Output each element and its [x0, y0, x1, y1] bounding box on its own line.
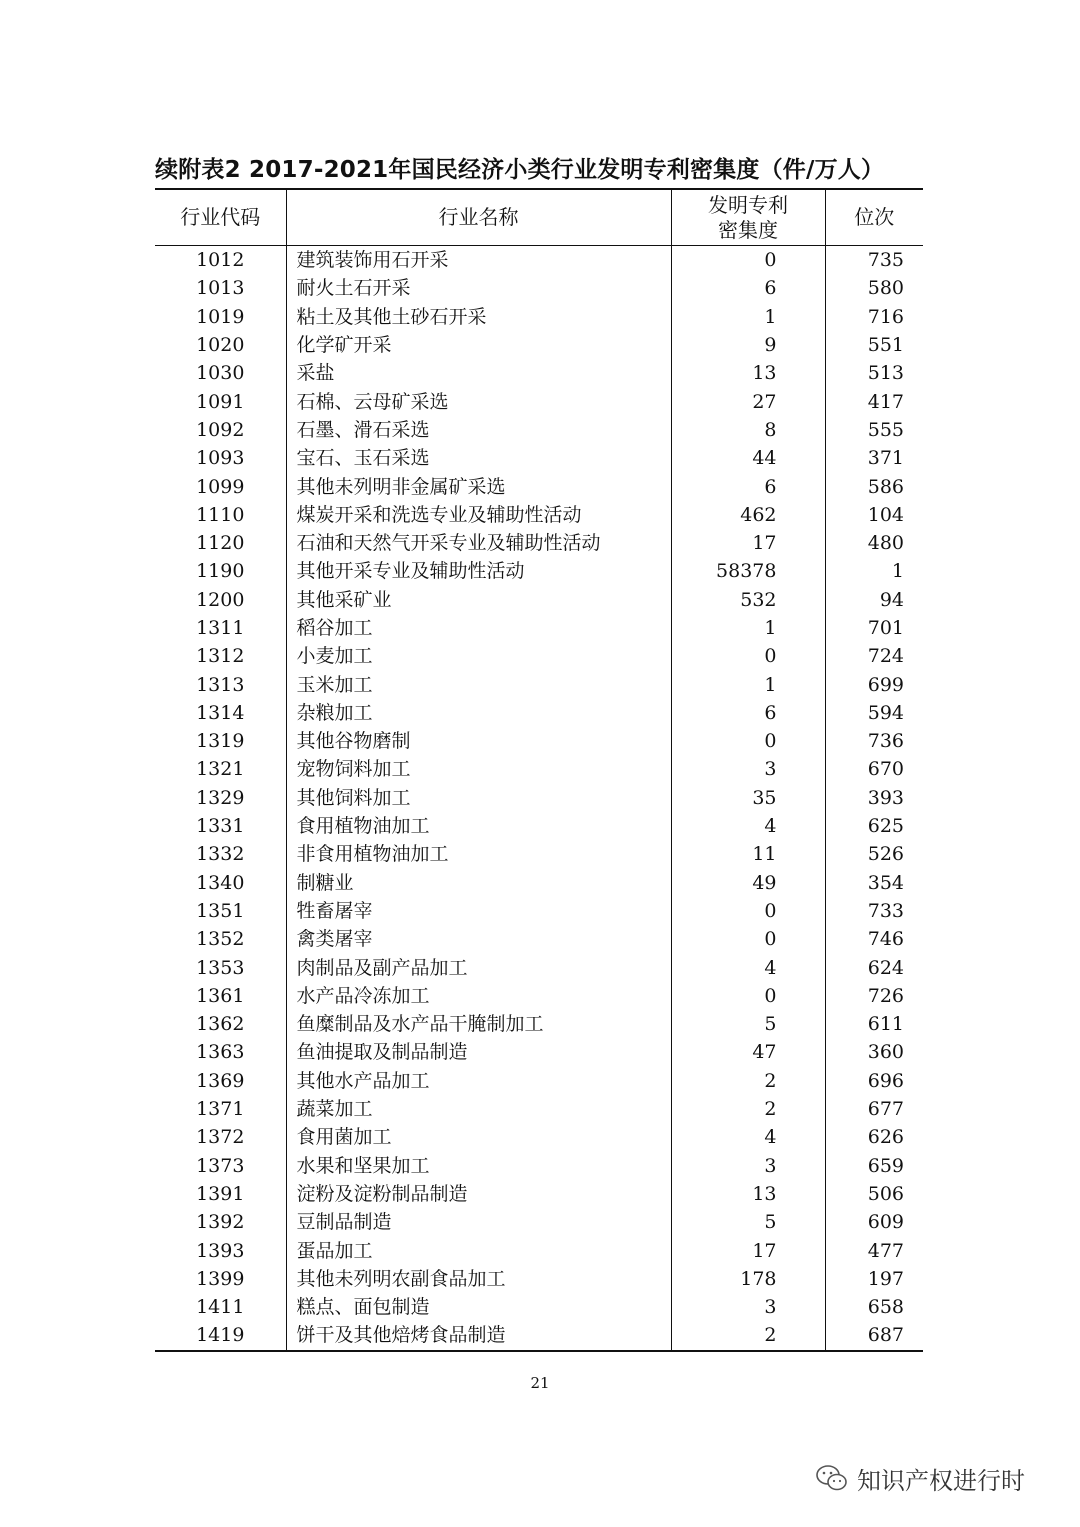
- cell-rank: 371: [825, 444, 923, 472]
- cell-name: 采盐: [286, 359, 671, 387]
- cell-density: 6: [671, 472, 825, 500]
- cell-rank: 626: [825, 1123, 923, 1151]
- cell-density: 5: [671, 1010, 825, 1038]
- cell-rank: 526: [825, 840, 923, 868]
- table-row: [155, 727, 923, 755]
- cell-code: 1313: [196, 673, 245, 696]
- cell-code: 1399: [196, 1267, 245, 1290]
- table-row: [155, 387, 923, 415]
- cell-code: 1093: [196, 447, 245, 470]
- cell-code: 1321: [196, 758, 245, 781]
- cell-code: 1013: [196, 277, 245, 300]
- table-row: [155, 444, 923, 472]
- cell-name: 石油和天然气开采专业及辅助性活动: [286, 529, 671, 557]
- cell-density: 178: [671, 1265, 825, 1293]
- table-row: [155, 472, 923, 500]
- cell-rank: 658: [825, 1293, 923, 1321]
- cell-rank: 393: [825, 784, 923, 812]
- table-row: [155, 1236, 923, 1264]
- table-row: [155, 670, 923, 698]
- cell-code: 1352: [196, 928, 245, 951]
- cell-rank: 513: [825, 359, 923, 387]
- cell-rank: 480: [825, 529, 923, 557]
- cell-name: 糕点、面包制造: [286, 1293, 671, 1321]
- cell-rank: 477: [825, 1236, 923, 1264]
- cell-code: 1393: [196, 1239, 245, 1262]
- cell-code: 1030: [196, 362, 245, 385]
- header-density: [671, 190, 825, 246]
- cell-density: 4: [671, 812, 825, 840]
- table-row: [155, 1208, 923, 1236]
- cell-density: 2: [671, 1321, 825, 1349]
- cell-rank: 716: [825, 303, 923, 331]
- cell-rank: 736: [825, 727, 923, 755]
- cell-name: 鱼糜制品及水产品干腌制加工: [286, 1010, 671, 1038]
- cell-rank: 746: [825, 925, 923, 953]
- header-name: 行业名称: [286, 190, 671, 246]
- cell-name: 肉制品及副产品加工: [286, 953, 671, 981]
- cell-density: 0: [671, 982, 825, 1010]
- cell-rank: 609: [825, 1208, 923, 1236]
- wechat-icon: [815, 1463, 849, 1493]
- cell-density: 13: [671, 359, 825, 387]
- watermark: [815, 1458, 1025, 1498]
- cell-density: 532: [671, 586, 825, 614]
- cell-density: 27: [671, 387, 825, 415]
- page-number: 21: [530, 1374, 550, 1392]
- cell-name: 耐火土石开采: [286, 274, 671, 302]
- cell-density: 44: [671, 444, 825, 472]
- table-row: [155, 642, 923, 670]
- cell-name: 蛋品加工: [286, 1236, 671, 1264]
- cell-density: 4: [671, 953, 825, 981]
- cell-name: 建筑装饰用石开采: [286, 246, 671, 275]
- cell-name: 禽类屠宰: [286, 925, 671, 953]
- cell-code: 1332: [196, 843, 245, 866]
- cell-code: 1363: [196, 1041, 245, 1064]
- cell-name: 杂粮加工: [286, 699, 671, 727]
- table-row: [155, 246, 923, 275]
- table-row: [155, 1321, 923, 1349]
- table-row: [155, 529, 923, 557]
- table-row: [155, 331, 923, 359]
- cell-code: 1110: [196, 503, 245, 526]
- table-row: [155, 812, 923, 840]
- cell-rank: 677: [825, 1095, 923, 1123]
- cell-code: 1319: [196, 730, 245, 753]
- table-row: [155, 416, 923, 444]
- table-row: [155, 1038, 923, 1066]
- cell-rank: 594: [825, 699, 923, 727]
- cell-density: 0: [671, 642, 825, 670]
- cell-name: 牲畜屠宰: [286, 897, 671, 925]
- table-row: [155, 586, 923, 614]
- table-row: [155, 1152, 923, 1180]
- cell-density: 1: [671, 614, 825, 642]
- table-row: [155, 699, 923, 727]
- table-body: [155, 246, 923, 1350]
- table-title: 续附表2 2017-2021年国民经济小类行业发明专利密集度（件/万人）: [155, 157, 885, 183]
- cell-density: 1: [671, 670, 825, 698]
- cell-density: 35: [671, 784, 825, 812]
- cell-name: 宝石、玉石采选: [286, 444, 671, 472]
- cell-name: 水产品冷冻加工: [286, 982, 671, 1010]
- cell-name: 稻谷加工: [286, 614, 671, 642]
- cell-code: 1392: [196, 1211, 245, 1234]
- cell-name: 非食用植物油加工: [286, 840, 671, 868]
- cell-density: 3: [671, 1293, 825, 1321]
- cell-code: 1411: [196, 1296, 245, 1319]
- cell-code: 1120: [196, 532, 245, 555]
- cell-code: 1020: [196, 334, 245, 357]
- table-row: [155, 1265, 923, 1293]
- cell-code: 1391: [196, 1182, 245, 1205]
- header-code: 行业代码: [155, 190, 286, 246]
- cell-rank: 354: [825, 869, 923, 897]
- cell-density: 47: [671, 1038, 825, 1066]
- cell-rank: 735: [825, 246, 923, 275]
- cell-code: 1012: [196, 249, 245, 272]
- table-row: [155, 557, 923, 585]
- cell-code: 1373: [196, 1154, 245, 1177]
- cell-code: 1329: [196, 786, 245, 809]
- cell-rank: 670: [825, 755, 923, 783]
- cell-rank: 724: [825, 642, 923, 670]
- cell-name: 其他采矿业: [286, 586, 671, 614]
- cell-name: 鱼油提取及制品制造: [286, 1038, 671, 1066]
- cell-density: 6: [671, 699, 825, 727]
- cell-rank: 1: [825, 557, 923, 585]
- watermark-text: 知识产权进行时: [857, 1466, 1025, 1495]
- cell-code: 1340: [196, 871, 245, 894]
- cell-density: 3: [671, 755, 825, 783]
- cell-rank: 551: [825, 331, 923, 359]
- cell-rank: 104: [825, 501, 923, 529]
- cell-name: 蔬菜加工: [286, 1095, 671, 1123]
- table-row: [155, 501, 923, 529]
- cell-rank: 733: [825, 897, 923, 925]
- cell-rank: 701: [825, 614, 923, 642]
- header-density-line2: 密集度: [718, 217, 778, 242]
- cell-density: 0: [671, 246, 825, 275]
- cell-name: 淀粉及淀粉制品制造: [286, 1180, 671, 1208]
- cell-rank: 506: [825, 1180, 923, 1208]
- cell-rank: 625: [825, 812, 923, 840]
- cell-density: 13: [671, 1180, 825, 1208]
- cell-code: 1019: [196, 305, 245, 328]
- table-row: [155, 925, 923, 953]
- cell-code: 1200: [196, 588, 245, 611]
- cell-name: 豆制品制造: [286, 1208, 671, 1236]
- table-row: [155, 303, 923, 331]
- cell-rank: 659: [825, 1152, 923, 1180]
- cell-code: 1314: [196, 701, 245, 724]
- cell-name: 饼干及其他焙烤食品制造: [286, 1321, 671, 1349]
- cell-name: 小麦加工: [286, 642, 671, 670]
- cell-density: 49: [671, 869, 825, 897]
- cell-rank: 696: [825, 1067, 923, 1095]
- cell-density: 2: [671, 1067, 825, 1095]
- table-header-row: [155, 190, 923, 246]
- cell-rank: 611: [825, 1010, 923, 1038]
- cell-rank: 360: [825, 1038, 923, 1066]
- table-row: [155, 359, 923, 387]
- cell-density: 17: [671, 1236, 825, 1264]
- cell-rank: 417: [825, 387, 923, 415]
- cell-rank: 699: [825, 670, 923, 698]
- cell-code: 1362: [196, 1013, 245, 1036]
- cell-density: 58378: [671, 557, 825, 585]
- cell-code: 1311: [196, 617, 245, 639]
- cell-code: 1361: [196, 984, 245, 1007]
- cell-rank: 580: [825, 274, 923, 302]
- cell-code: 1369: [196, 1069, 245, 1092]
- cell-code: 1371: [196, 1098, 245, 1121]
- cell-name: 宠物饲料加工: [286, 755, 671, 783]
- header-density-line1: 发明专利: [708, 192, 788, 217]
- cell-name: 其他谷物磨制: [286, 727, 671, 755]
- table-row: [155, 274, 923, 302]
- cell-density: 0: [671, 925, 825, 953]
- cell-name: 其他开采专业及辅助性活动: [286, 557, 671, 585]
- table-row: [155, 1293, 923, 1321]
- table-row: [155, 953, 923, 981]
- cell-name: 石墨、滑石采选: [286, 416, 671, 444]
- cell-density: 11: [671, 840, 825, 868]
- cell-name: 粘土及其他土砂石开采: [286, 303, 671, 331]
- cell-rank: 555: [825, 416, 923, 444]
- cell-density: 2: [671, 1095, 825, 1123]
- cell-code: 1419: [196, 1324, 245, 1347]
- table-row: [155, 1095, 923, 1123]
- cell-code: 1190: [196, 560, 245, 583]
- cell-code: 1372: [196, 1126, 245, 1149]
- cell-code: 1351: [196, 899, 245, 922]
- cell-density: 5: [671, 1208, 825, 1236]
- cell-name: 玉米加工: [286, 670, 671, 698]
- cell-name: 其他未列明农副食品加工: [286, 1265, 671, 1293]
- cell-code: 1312: [196, 645, 245, 668]
- cell-name: 食用菌加工: [286, 1123, 671, 1151]
- cell-rank: 586: [825, 472, 923, 500]
- cell-rank: 726: [825, 982, 923, 1010]
- table-row: [155, 1123, 923, 1151]
- cell-code: 1353: [196, 956, 245, 979]
- cell-name: 煤炭开采和洗选专业及辅助性活动: [286, 501, 671, 529]
- table-row: [155, 755, 923, 783]
- table-row: [155, 982, 923, 1010]
- cell-density: 6: [671, 274, 825, 302]
- table-row: [155, 614, 923, 642]
- cell-density: 4: [671, 1123, 825, 1151]
- cell-density: 8: [671, 416, 825, 444]
- cell-code: 1091: [196, 390, 245, 413]
- cell-name: 水果和坚果加工: [286, 1152, 671, 1180]
- table-row: [155, 1010, 923, 1038]
- cell-density: 17: [671, 529, 825, 557]
- table-row: [155, 869, 923, 897]
- table-row: [155, 897, 923, 925]
- cell-density: 1: [671, 303, 825, 331]
- cell-density: 9: [671, 331, 825, 359]
- patent-density-table: [155, 188, 923, 1352]
- cell-rank: 624: [825, 953, 923, 981]
- table-row: [155, 784, 923, 812]
- cell-density: 3: [671, 1152, 825, 1180]
- cell-name: 其他水产品加工: [286, 1067, 671, 1095]
- cell-code: 1331: [196, 815, 245, 838]
- cell-code: 1099: [196, 475, 245, 498]
- cell-name: 制糖业: [286, 869, 671, 897]
- cell-rank: 94: [825, 586, 923, 614]
- cell-density: 462: [671, 501, 825, 529]
- table-row: [155, 1067, 923, 1095]
- header-rank: 位次: [825, 190, 923, 246]
- cell-rank: 197: [825, 1265, 923, 1293]
- table-row: [155, 1180, 923, 1208]
- cell-name: 其他饲料加工: [286, 784, 671, 812]
- cell-density: 0: [671, 727, 825, 755]
- cell-rank: 687: [825, 1321, 923, 1349]
- cell-name: 其他未列明非金属矿采选: [286, 472, 671, 500]
- table-row: [155, 840, 923, 868]
- cell-density: 0: [671, 897, 825, 925]
- cell-name: 食用植物油加工: [286, 812, 671, 840]
- cell-name: 石棉、云母矿采选: [286, 387, 671, 415]
- cell-code: 1092: [196, 418, 245, 441]
- cell-name: 化学矿开采: [286, 331, 671, 359]
